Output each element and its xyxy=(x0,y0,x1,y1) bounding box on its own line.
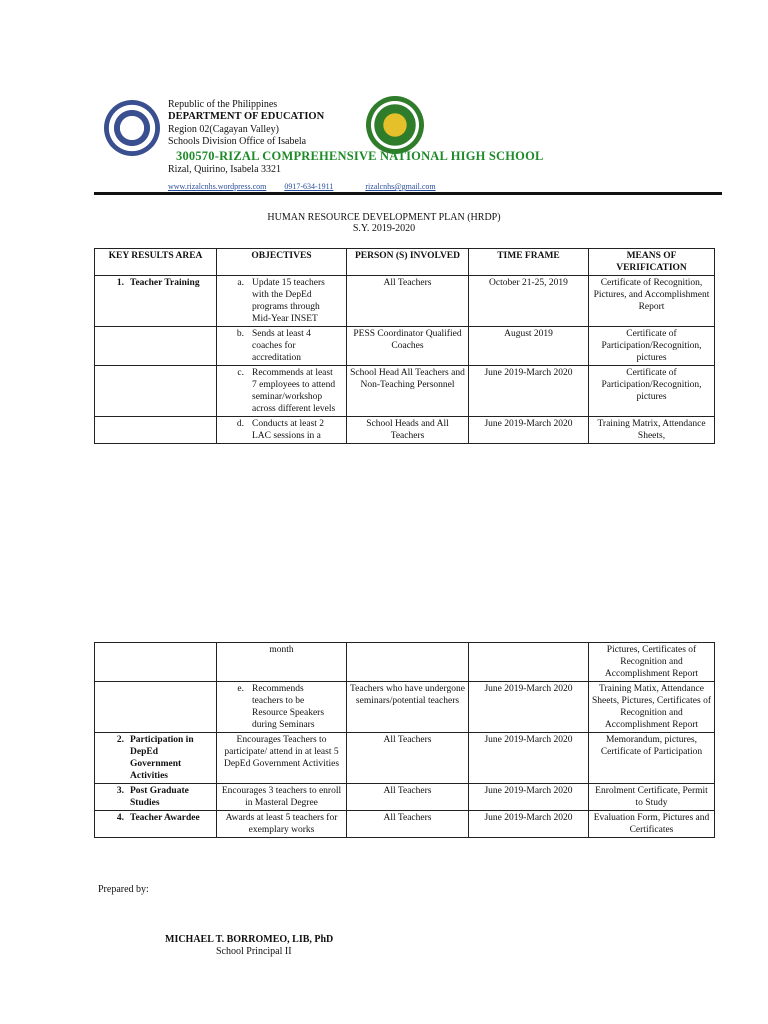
table-row xyxy=(95,327,715,366)
objective-letter: a. xyxy=(237,278,244,288)
header-divider xyxy=(94,192,722,195)
mov-cell: Training Matrix, Attendance Sheets, xyxy=(589,417,715,444)
division-text: Schools Division Office of Isabela xyxy=(168,136,307,147)
objective-text: Update 15 teachers with the DepEd programs through Mid-Year INSET xyxy=(252,278,325,324)
kra-text: Participation in DepEd Government Activities xyxy=(130,735,194,781)
objective-text: Encourages Teachers to participate/ attend in at least 5 DepEd Government Activities xyxy=(223,735,340,769)
objective-text: Encourages 3 teachers to enroll in Masteral Degree xyxy=(221,786,342,808)
objective-letter: d. xyxy=(236,419,244,429)
time-frame-cell: June 2019-March 2020 xyxy=(469,811,589,838)
time-frame-cell xyxy=(469,643,589,682)
objective-text: Recommends teachers to be Resource Speakers during Seminars xyxy=(252,684,325,730)
objective-cell xyxy=(217,643,347,682)
table-row xyxy=(95,682,715,733)
phone-link[interactable]: 0917-634-1911 xyxy=(284,182,334,191)
kra-text: Teacher Training xyxy=(130,278,200,288)
mov-cell: Enrolment Certificate, Permit to Study xyxy=(589,784,715,811)
school-name: 300570-RIZAL COMPREHENSIVE NATIONAL HIGH SCHOOL xyxy=(176,149,544,163)
kra-number: 1. xyxy=(116,278,124,288)
time-frame-cell: June 2019-March 2020 xyxy=(469,366,589,417)
persons-cell xyxy=(347,643,469,682)
kra-cell xyxy=(95,682,217,733)
time-frame-cell: June 2019-March 2020 xyxy=(469,682,589,733)
address-text: Rizal, Quirino, Isabela 3321 xyxy=(168,164,282,175)
table-row xyxy=(95,276,715,327)
kra-text: Teacher Awardee xyxy=(130,813,200,823)
objective-cell xyxy=(217,366,347,417)
kra-number: 4. xyxy=(116,813,124,823)
kra-text: Post Graduate Studies xyxy=(130,786,189,808)
school-seal-icon xyxy=(366,96,424,154)
doc-title: HUMAN RESOURCE DEVELOPMENT PLAN (HRDP) xyxy=(267,212,501,223)
persons-cell: All Teachers xyxy=(347,784,469,811)
time-frame-cell: August 2019 xyxy=(469,327,589,366)
mov-cell: Certificate of Recognition, Pictures, and Accomplishment Report xyxy=(589,276,715,327)
time-frame-cell: October 21-25, 2019 xyxy=(469,276,589,327)
republic-text: Republic of the Philippines xyxy=(168,99,278,110)
objective-cell xyxy=(217,784,347,811)
persons-cell: Teachers who have undergone seminars/potential teachers xyxy=(347,682,469,733)
mov-cell: Training Matix, Attendance Sheets, Pictures, Certificates of Recognition and Accomplishment Report xyxy=(589,682,715,733)
objective-text: Sends at least 4 coaches for accreditation xyxy=(252,329,311,363)
table-row xyxy=(95,733,715,784)
kra-cell xyxy=(95,327,217,366)
time-frame-cell: June 2019-March 2020 xyxy=(469,417,589,444)
table-row xyxy=(95,366,715,417)
table-row xyxy=(95,784,715,811)
header-kra: KEY RESULTS AREA xyxy=(95,249,217,276)
header-time-frame: TIME FRAME xyxy=(469,249,589,276)
objective-letter: b. xyxy=(236,329,244,339)
header-objectives: OBJECTIVES xyxy=(217,249,347,276)
time-frame-cell: June 2019-March 2020 xyxy=(469,733,589,784)
persons-cell: All Teachers xyxy=(347,733,469,784)
objective-cell xyxy=(217,682,347,733)
header-mov: MEANS OF VERIFICATION xyxy=(589,249,715,276)
hrdp-table-page2 xyxy=(94,642,715,838)
kra-cell xyxy=(95,811,217,838)
mov-cell: Memorandum, pictures, Certificate of Participation xyxy=(589,733,715,784)
objective-text: Awards at least 5 teachers for exemplary works xyxy=(225,813,338,835)
persons-cell: All Teachers xyxy=(347,811,469,838)
kra-cell xyxy=(95,417,217,444)
objective-text: Recommends at least 7 employees to attend seminar/workshop across different levels xyxy=(252,368,336,414)
kra-cell xyxy=(95,366,217,417)
signatory-position: School Principal II xyxy=(216,946,292,957)
deped-seal-icon xyxy=(104,100,160,156)
objective-text: Conducts at least 2 LAC sessions in a xyxy=(252,419,325,441)
kra-cell xyxy=(95,643,217,682)
objective-cell xyxy=(217,811,347,838)
objective-cell xyxy=(217,276,347,327)
kra-number: 3. xyxy=(116,786,124,796)
table-header-row xyxy=(95,249,715,276)
mov-cell: Certificate of Participation/Recognition, pictures xyxy=(589,327,715,366)
region-text: Region 02(Cagayan Valley) xyxy=(168,124,279,135)
objective-cell xyxy=(217,417,347,444)
persons-cell: PESS Coordinator Qualified Coaches xyxy=(347,327,469,366)
kra-cell xyxy=(95,784,217,811)
objective-text: month xyxy=(269,645,294,655)
persons-cell: All Teachers xyxy=(347,276,469,327)
table-row xyxy=(95,643,715,682)
objective-cell xyxy=(217,733,347,784)
mov-cell: Evaluation Form, Pictures and Certificates xyxy=(589,811,715,838)
header-persons: PERSON (S) INVOLVED xyxy=(347,249,469,276)
table-row xyxy=(95,417,715,444)
school-year: S.Y. 2019-2020 xyxy=(352,223,416,234)
prepared-by-label: Prepared by: xyxy=(98,884,149,895)
kra-cell xyxy=(95,276,217,327)
signatory-name: MICHAEL T. BORROMEO, LIB, PhD xyxy=(165,934,334,945)
email-link[interactable]: rizalcnhs@gmail.com xyxy=(365,182,436,191)
table-row xyxy=(95,811,715,838)
time-frame-cell: June 2019-March 2020 xyxy=(469,784,589,811)
persons-cell: School Head All Teachers and Non-Teaching Personnel xyxy=(347,366,469,417)
kra-cell xyxy=(95,733,217,784)
department-text: DEPARTMENT OF EDUCATION xyxy=(168,111,325,122)
kra-number: 2. xyxy=(116,735,124,745)
mov-cell: Pictures, Certificates of Recognition and Accomplishment Report xyxy=(589,643,715,682)
objective-letter: c. xyxy=(237,368,244,378)
persons-cell: School Heads and All Teachers xyxy=(347,417,469,444)
hrdp-table-page1 xyxy=(94,248,715,444)
objective-letter: e. xyxy=(237,684,244,694)
objective-cell xyxy=(217,327,347,366)
mov-cell: Certificate of Participation/Recognition, pictures xyxy=(589,366,715,417)
website-link[interactable]: www.rizalcnhs.wordpress.com xyxy=(168,182,267,191)
